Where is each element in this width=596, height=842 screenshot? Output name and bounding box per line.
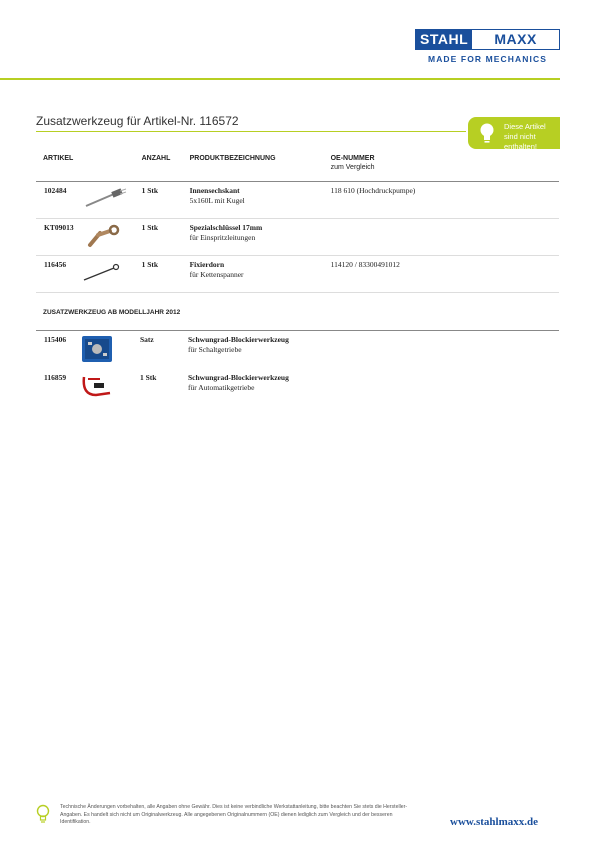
article-product: Schwungrad-Blockierwerkzeug für Schaltgetriebe (188, 331, 329, 370)
article-qty: 1 Stk (140, 373, 157, 382)
table-row (36, 331, 559, 370)
article-number: 116456 (36, 255, 74, 292)
article-qty: 1 Stk (142, 181, 190, 218)
col-header-image (74, 155, 142, 181)
blue-tool-case-image (72, 331, 140, 370)
article-product: Schwungrad-Blockierwerkzeug für Automatikgetriebe (188, 373, 289, 392)
article-oe (331, 218, 559, 255)
logo-word-stahl: STAHL (416, 30, 472, 49)
red-flywheel-lock-image (72, 369, 140, 407)
article-qty: 1 Stk (142, 255, 190, 292)
lightbulb-icon (478, 122, 496, 144)
table-row (36, 255, 559, 292)
article-product: Spezialschlüssel 17mm für Einspritzleitungen (190, 218, 331, 255)
lightbulb-icon (36, 804, 50, 826)
article-number: 116859 (44, 373, 67, 382)
col-header-produkt: PRODUKTBEZEICHNUNG (190, 155, 331, 181)
website-link[interactable]: www.stahlmaxx.de (450, 816, 539, 828)
logo-word-maxx: MAXX (494, 31, 537, 47)
additional-tools-table (36, 330, 559, 407)
table-row (36, 218, 559, 255)
article-qty: Satz (140, 331, 188, 370)
page-title: Zusatzwerkzeug für Artikel-Nr. 116572 (36, 114, 239, 128)
not-included-badge (468, 117, 560, 149)
col-header-oe: OE-NUMMER zum Vergleich (331, 155, 559, 181)
article-product: Innensechskant 5x160L mit Kugel (190, 181, 331, 218)
locking-pin-image (74, 255, 142, 292)
article-number: 102484 (36, 181, 74, 218)
logo-tagline: MADE FOR MECHANICS (428, 54, 547, 64)
header-divider (0, 78, 560, 80)
hex-bit-tool-image (74, 181, 142, 218)
brand-logo (415, 29, 560, 64)
article-oe: 118 610 (Hochdruckpumpe) (331, 181, 559, 218)
article-table (36, 155, 559, 293)
section-title: ZUSATZWERKZEUG AB MODELLJAHR 2012 (43, 309, 181, 316)
title-divider (36, 131, 466, 132)
col-header-artikel: ARTIKEL (36, 155, 74, 181)
article-product: Fixierdorn für Kettenspanner (190, 255, 331, 292)
article-oe: 114120 / 83300491012 (331, 255, 559, 292)
article-number: 115406 (36, 331, 72, 370)
special-wrench-image (74, 218, 142, 255)
article-number: KT09013 (36, 218, 74, 255)
footer-disclaimer: Technische Änderungen vorbehalten, alle Angaben ohne Gewähr. Dies ist keine verbindliche Werkstattanleitung, bitte beachten Sie stets die Hersteller-Angaben. Es handelt sich nicht um Originalwerkzeug. Alle angegebenen Originalnummern (OE) dienen lediglich zum Vergleich und der besseren Identifikation. (60, 804, 408, 825)
not-included-text: Diese Artikel sind nicht enthalten! (504, 122, 546, 151)
article-oe (329, 331, 559, 370)
col-header-anzahl: ANZAHL (142, 155, 190, 181)
table-row (36, 181, 559, 218)
article-qty: 1 Stk (142, 218, 190, 255)
article-oe (329, 369, 559, 407)
table-row (36, 369, 559, 407)
